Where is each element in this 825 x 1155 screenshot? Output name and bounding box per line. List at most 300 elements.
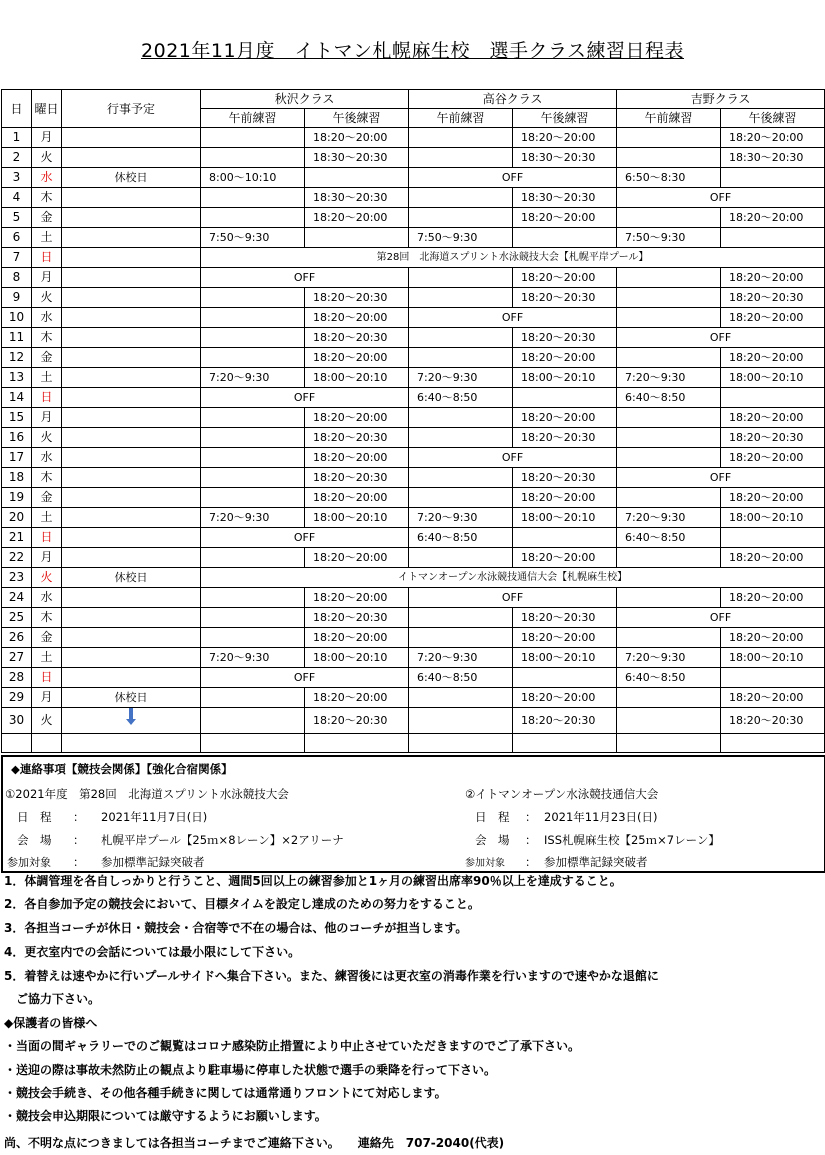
event-cell — [62, 488, 201, 508]
am-cell — [201, 348, 305, 368]
event-cell — [62, 448, 201, 468]
event-cell — [62, 268, 201, 288]
weekday-cell: 日 — [32, 388, 62, 408]
event-cell — [62, 128, 201, 148]
event-cell — [62, 328, 201, 348]
event-cell — [62, 628, 201, 648]
table-row — [2, 688, 825, 708]
am-cell — [201, 208, 305, 228]
pm-cell: 18:20～20:30 — [513, 428, 617, 448]
colon: ： — [525, 810, 537, 824]
am-cell — [201, 468, 305, 488]
pm-cell — [513, 388, 617, 408]
day-cell: 20 — [2, 508, 32, 528]
weekday-cell: 金 — [32, 348, 62, 368]
pm-cell: 18:20～20:30 — [305, 288, 409, 308]
pm-cell: 18:00～20:10 — [513, 368, 617, 388]
weekday-cell: 水 — [32, 168, 62, 188]
weekday-cell: 月 — [32, 128, 62, 148]
weekday-cell: 日 — [32, 668, 62, 688]
pm-cell: 18:20～20:00 — [513, 688, 617, 708]
header-class-takaya: 高谷クラス — [409, 90, 617, 109]
event-cell — [62, 548, 201, 568]
pm-cell: 18:20～20:30 — [721, 288, 825, 308]
am-cell — [617, 268, 721, 288]
pm-cell: 18:20～20:00 — [721, 128, 825, 148]
notice-heading: ◆連絡事項【競技会関係】【強化合宿関係】 — [11, 762, 233, 776]
event-cell — [62, 348, 201, 368]
pm-cell — [305, 228, 409, 248]
day-cell: 15 — [2, 408, 32, 428]
day-cell: 9 — [2, 288, 32, 308]
pm-cell: 18:20～20:00 — [305, 488, 409, 508]
empty-cell — [2, 734, 32, 753]
pm-cell: 18:20～20:30 — [513, 468, 617, 488]
rule-5-cont: ご協力下さい。 — [4, 992, 101, 1006]
off-cell: OFF — [201, 668, 409, 688]
day-cell: 26 — [2, 628, 32, 648]
meet1-venue: 札幌平岸プール【25ｍ×8レーン】×2アリーナ — [101, 833, 344, 847]
table-row — [2, 608, 825, 628]
pm-cell: 18:20～20:00 — [721, 688, 825, 708]
pm-cell: 18:20～20:30 — [513, 608, 617, 628]
table-row — [2, 548, 825, 568]
weekday-cell: 土 — [32, 228, 62, 248]
table-row — [2, 448, 825, 468]
header-am: 午前練習 — [617, 109, 721, 128]
table-row — [2, 328, 825, 348]
off-cell: OFF — [201, 268, 409, 288]
meet1-target-label: 参加対象 — [7, 856, 51, 869]
pm-cell: 18:20～20:00 — [721, 308, 825, 328]
event-cell: 休校日 — [62, 688, 201, 708]
day-cell: 2 — [2, 148, 32, 168]
day-cell: 8 — [2, 268, 32, 288]
empty-cell — [409, 734, 513, 753]
table-row — [2, 148, 825, 168]
event-cell — [62, 668, 201, 688]
empty-cell — [721, 734, 825, 753]
pm-cell — [721, 528, 825, 548]
pm-cell: 18:20～20:00 — [513, 408, 617, 428]
am-cell — [617, 428, 721, 448]
am-cell: 6:40～8:50 — [617, 388, 721, 408]
weekday-cell: 日 — [32, 248, 62, 268]
am-cell — [409, 208, 513, 228]
day-cell: 13 — [2, 368, 32, 388]
pm-cell: 18:30～20:30 — [305, 148, 409, 168]
parents-heading: ◆保護者の皆様へ — [4, 1016, 98, 1030]
pm-cell: 18:20～20:00 — [513, 208, 617, 228]
am-cell: 6:40～8:50 — [409, 668, 513, 688]
day-cell: 7 — [2, 248, 32, 268]
day-cell: 6 — [2, 228, 32, 248]
am-cell: 7:20～9:30 — [617, 508, 721, 528]
pm-cell: 18:20～20:00 — [721, 628, 825, 648]
pm-cell: 18:20～20:30 — [305, 708, 409, 734]
meet1-date-label: 日 程 — [17, 810, 52, 824]
meet1-venue-label: 会 場 — [17, 833, 52, 847]
pm-cell: 18:20～20:00 — [513, 348, 617, 368]
am-cell — [409, 268, 513, 288]
header-class-yoshino: 吉野クラス — [617, 90, 825, 109]
empty-cell — [201, 734, 305, 753]
day-cell: 22 — [2, 548, 32, 568]
event-cell: 休校日 — [62, 568, 201, 588]
pm-cell: 18:00～20:10 — [721, 648, 825, 668]
off-cell: OFF — [409, 588, 617, 608]
weekday-cell: 水 — [32, 448, 62, 468]
event-cell — [62, 648, 201, 668]
pm-cell: 18:20～20:30 — [513, 288, 617, 308]
event-cell — [62, 468, 201, 488]
day-cell: 16 — [2, 428, 32, 448]
am-cell — [409, 328, 513, 348]
meet2-target-label: 参加対象 — [465, 858, 505, 869]
am-cell — [201, 148, 305, 168]
event-cell — [62, 708, 201, 734]
table-row — [2, 388, 825, 408]
meet1-target: 参加標準記録突破者 — [101, 855, 205, 869]
am-cell: 6:40～8:50 — [617, 528, 721, 548]
am-cell — [617, 128, 721, 148]
am-cell: 7:50～9:30 — [201, 228, 305, 248]
event-cell: 休校日 — [62, 168, 201, 188]
off-cell: OFF — [617, 608, 825, 628]
off-cell: OFF — [409, 308, 617, 328]
pm-cell — [513, 228, 617, 248]
event-cell — [62, 208, 201, 228]
table-row — [2, 428, 825, 448]
am-cell — [201, 628, 305, 648]
table-row — [2, 268, 825, 288]
table-row — [2, 228, 825, 248]
pm-cell — [305, 168, 409, 188]
table-row — [2, 468, 825, 488]
colon: ： — [73, 833, 85, 847]
pm-cell: 18:20～20:00 — [721, 588, 825, 608]
table-row — [2, 368, 825, 388]
am-cell: 7:20～9:30 — [201, 648, 305, 668]
meet2-target: 参加標準記録突破者 — [544, 855, 648, 869]
pm-cell: 18:00～20:10 — [305, 368, 409, 388]
rule-3: 3．各担当コーチが休日・競技会・合宿等で不在の場合は、他のコーチが担当します。 — [4, 921, 468, 935]
table-row — [2, 648, 825, 668]
weekday-cell: 木 — [32, 468, 62, 488]
header-row-classes — [2, 90, 825, 109]
off-cell: OFF — [617, 328, 825, 348]
am-cell — [201, 128, 305, 148]
am-cell — [617, 308, 721, 328]
am-cell — [409, 548, 513, 568]
colon: ： — [73, 810, 85, 824]
pm-cell: 18:20～20:00 — [721, 488, 825, 508]
off-cell: OFF — [409, 168, 617, 188]
table-row — [2, 208, 825, 228]
off-cell: OFF — [201, 388, 409, 408]
am-cell — [201, 708, 305, 734]
pm-cell: 18:20～20:00 — [305, 208, 409, 228]
pm-cell: 18:20～20:00 — [721, 208, 825, 228]
pm-cell: 18:20～20:00 — [305, 448, 409, 468]
am-cell — [201, 548, 305, 568]
event-span-cell: イトマンオープン水泳競技通信大会【札幌麻生校】 — [201, 568, 825, 588]
table-row — [2, 348, 825, 368]
parent-note-4: ・競技会申込期限については厳守するようにお願いします。 — [4, 1109, 327, 1123]
pm-cell: 18:20～20:00 — [513, 128, 617, 148]
meet2-venue-label: 会 場 — [475, 833, 510, 847]
table-row — [2, 528, 825, 548]
am-cell — [617, 488, 721, 508]
empty-cell — [617, 734, 721, 753]
pm-cell: 18:00～20:10 — [513, 508, 617, 528]
am-cell: 7:50～9:30 — [409, 228, 513, 248]
header-pm: 午後練習 — [513, 109, 617, 128]
event-cell — [62, 188, 201, 208]
am-cell: 8:00～10:10 — [201, 168, 305, 188]
pm-cell: 18:20～20:00 — [513, 548, 617, 568]
event-cell — [62, 408, 201, 428]
weekday-cell: 水 — [32, 588, 62, 608]
page-title: 2021年11月度 イトマン札幌麻生校 選手クラス練習日程表 — [141, 40, 684, 62]
weekday-cell: 金 — [32, 488, 62, 508]
day-cell: 11 — [2, 328, 32, 348]
meet2-venue: ISS札幌麻生校【25ｍ×7レーン】 — [544, 833, 720, 847]
meet1-name: ①2021年度 第28回 北海道スプリント水泳競技大会 — [5, 787, 289, 801]
parent-note-2: ・送迎の際は事故未然防止の観点より駐車場に停車した状態で選手の乗降を行って下さい。 — [4, 1063, 497, 1077]
event-cell — [62, 588, 201, 608]
header-day: 日 — [2, 90, 32, 128]
table-row — [2, 708, 825, 734]
am-cell: 7:20～9:30 — [617, 648, 721, 668]
weekday-cell: 木 — [32, 188, 62, 208]
am-cell — [617, 208, 721, 228]
header-pm: 午後練習 — [721, 109, 825, 128]
colon: ： — [525, 855, 537, 869]
table-row — [2, 188, 825, 208]
rule-1: 1．体調管理を各自しっかりと行うこと、週間5回以上の練習参加と1ヶ月の練習出席率90％以上を達成すること。 — [4, 874, 622, 888]
am-cell — [409, 128, 513, 148]
weekday-cell: 月 — [32, 268, 62, 288]
weekday-cell: 月 — [32, 408, 62, 428]
am-cell: 7:20～9:30 — [409, 368, 513, 388]
weekday-cell: 木 — [32, 328, 62, 348]
am-cell — [617, 448, 721, 468]
am-cell — [617, 548, 721, 568]
am-cell: 7:20～9:30 — [201, 368, 305, 388]
pm-cell: 18:00～20:10 — [305, 648, 409, 668]
pm-cell: 18:20～20:00 — [513, 488, 617, 508]
am-cell — [409, 408, 513, 428]
am-cell — [409, 688, 513, 708]
am-cell — [409, 428, 513, 448]
am-cell — [617, 588, 721, 608]
day-cell: 19 — [2, 488, 32, 508]
empty-cell — [62, 734, 201, 753]
pm-cell: 18:20～20:30 — [305, 608, 409, 628]
table-row — [2, 248, 825, 268]
weekday-cell: 月 — [32, 688, 62, 708]
pm-cell: 18:30～20:30 — [721, 148, 825, 168]
pm-cell: 18:20～20:00 — [305, 628, 409, 648]
pm-cell — [721, 668, 825, 688]
pm-cell: 18:20～20:00 — [305, 588, 409, 608]
pm-cell: 18:20～20:00 — [721, 548, 825, 568]
weekday-cell: 月 — [32, 548, 62, 568]
pm-cell: 18:20～20:30 — [305, 428, 409, 448]
am-cell: 6:40～8:50 — [409, 528, 513, 548]
empty-row — [2, 734, 825, 753]
pm-cell: 18:20～20:00 — [305, 128, 409, 148]
day-cell: 28 — [2, 668, 32, 688]
weekday-cell: 火 — [32, 288, 62, 308]
event-cell — [62, 608, 201, 628]
table-row — [2, 568, 825, 588]
pm-cell: 18:20～20:00 — [721, 268, 825, 288]
am-cell — [201, 328, 305, 348]
day-cell: 5 — [2, 208, 32, 228]
event-cell — [62, 388, 201, 408]
am-cell — [409, 468, 513, 488]
am-cell — [409, 608, 513, 628]
pm-cell — [513, 668, 617, 688]
weekday-cell: 水 — [32, 308, 62, 328]
pm-cell: 18:20～20:30 — [513, 708, 617, 734]
day-cell: 18 — [2, 468, 32, 488]
am-cell — [201, 188, 305, 208]
am-cell: 6:50～8:30 — [617, 168, 721, 188]
weekday-cell: 金 — [32, 208, 62, 228]
day-cell: 21 — [2, 528, 32, 548]
header-pm: 午後練習 — [305, 109, 409, 128]
day-cell: 23 — [2, 568, 32, 588]
day-cell: 29 — [2, 688, 32, 708]
header-am: 午前練習 — [201, 109, 305, 128]
pm-cell — [721, 388, 825, 408]
pm-cell — [721, 228, 825, 248]
pm-cell: 18:20～20:00 — [305, 348, 409, 368]
am-cell — [201, 488, 305, 508]
am-cell — [201, 408, 305, 428]
notice-box — [1, 755, 825, 873]
table-row — [2, 168, 825, 188]
event-cell — [62, 528, 201, 548]
pm-cell: 18:20～20:00 — [513, 268, 617, 288]
header-weekday: 曜日 — [32, 90, 62, 128]
pm-cell: 18:30～20:30 — [513, 188, 617, 208]
colon: ： — [525, 833, 537, 847]
parent-note-3: ・競技会手続き、その他各種手続きに関しては通常通りフロントにて対応します。 — [4, 1086, 447, 1100]
pm-cell: 18:20～20:00 — [305, 548, 409, 568]
event-cell — [62, 248, 201, 268]
weekday-cell: 土 — [32, 648, 62, 668]
event-cell — [62, 148, 201, 168]
table-row — [2, 288, 825, 308]
am-cell — [201, 688, 305, 708]
day-cell: 14 — [2, 388, 32, 408]
pm-cell: 18:00～20:10 — [721, 508, 825, 528]
day-cell: 24 — [2, 588, 32, 608]
pm-cell: 18:20～20:30 — [721, 428, 825, 448]
am-cell — [409, 288, 513, 308]
am-cell — [201, 308, 305, 328]
empty-cell — [513, 734, 617, 753]
pm-cell — [721, 168, 825, 188]
pm-cell: 18:20～20:00 — [721, 348, 825, 368]
header-class-akizawa: 秋沢クラス — [201, 90, 409, 109]
weekday-cell: 火 — [32, 708, 62, 734]
pm-cell: 18:30～20:30 — [305, 188, 409, 208]
rule-2: 2．各自参加予定の競技会において、目標タイムを設定し達成のための努力をすること。 — [4, 897, 480, 911]
pm-cell: 18:20～20:30 — [513, 328, 617, 348]
header-event: 行事予定 — [62, 90, 201, 128]
day-cell: 25 — [2, 608, 32, 628]
am-cell — [409, 188, 513, 208]
meet2-date: 2021年11月23日(日) — [544, 810, 658, 824]
weekday-cell: 日 — [32, 528, 62, 548]
meet1-date: 2021年11月7日(日) — [101, 810, 208, 824]
colon: ： — [73, 855, 85, 869]
table-row — [2, 628, 825, 648]
am-cell — [617, 708, 721, 734]
table-row — [2, 308, 825, 328]
day-cell: 4 — [2, 188, 32, 208]
table-row — [2, 128, 825, 148]
am-cell — [617, 148, 721, 168]
am-cell — [201, 588, 305, 608]
weekday-cell: 金 — [32, 628, 62, 648]
table-row — [2, 408, 825, 428]
day-cell: 27 — [2, 648, 32, 668]
day-cell: 1 — [2, 128, 32, 148]
event-span-cell: 第28回 北海道スプリント水泳競技大会【札幌平岸プール】 — [201, 248, 825, 268]
schedule-table — [1, 89, 825, 753]
pm-cell: 18:20～20:00 — [513, 628, 617, 648]
empty-cell — [32, 734, 62, 753]
am-cell — [409, 708, 513, 734]
am-cell — [409, 628, 513, 648]
meet2-date-label: 日 程 — [475, 810, 510, 824]
pm-cell: 18:30～20:30 — [513, 148, 617, 168]
pm-cell: 18:20～20:30 — [305, 468, 409, 488]
am-cell — [617, 628, 721, 648]
am-cell — [409, 148, 513, 168]
am-cell: 7:20～9:30 — [409, 508, 513, 528]
weekday-cell: 火 — [32, 568, 62, 588]
am-cell — [409, 348, 513, 368]
rule-5: 5．着替えは速やかに行いプールサイドへ集合下さい。また、練習後には更衣室の消毒作業を行いますので速やかな退館に — [4, 969, 659, 983]
off-cell: OFF — [617, 468, 825, 488]
weekday-cell: 火 — [32, 148, 62, 168]
off-cell: OFF — [617, 188, 825, 208]
pm-cell: 18:20～20:00 — [721, 408, 825, 428]
am-cell: 6:40～8:50 — [409, 388, 513, 408]
parent-note-1: ・当面の間ギャラリーでのご観覧はコロナ感染防止措置により中止させていただきますのでご了承下さい。 — [4, 1039, 581, 1053]
am-cell — [617, 408, 721, 428]
event-cell — [62, 288, 201, 308]
am-cell — [617, 288, 721, 308]
event-cell — [62, 228, 201, 248]
pm-cell: 18:00～20:10 — [721, 368, 825, 388]
weekday-cell: 土 — [32, 508, 62, 528]
am-cell — [617, 688, 721, 708]
pm-cell — [513, 528, 617, 548]
pm-cell: 18:00～20:10 — [513, 648, 617, 668]
am-cell: 7:20～9:30 — [409, 648, 513, 668]
event-cell — [62, 508, 201, 528]
am-cell — [201, 608, 305, 628]
empty-cell — [305, 734, 409, 753]
